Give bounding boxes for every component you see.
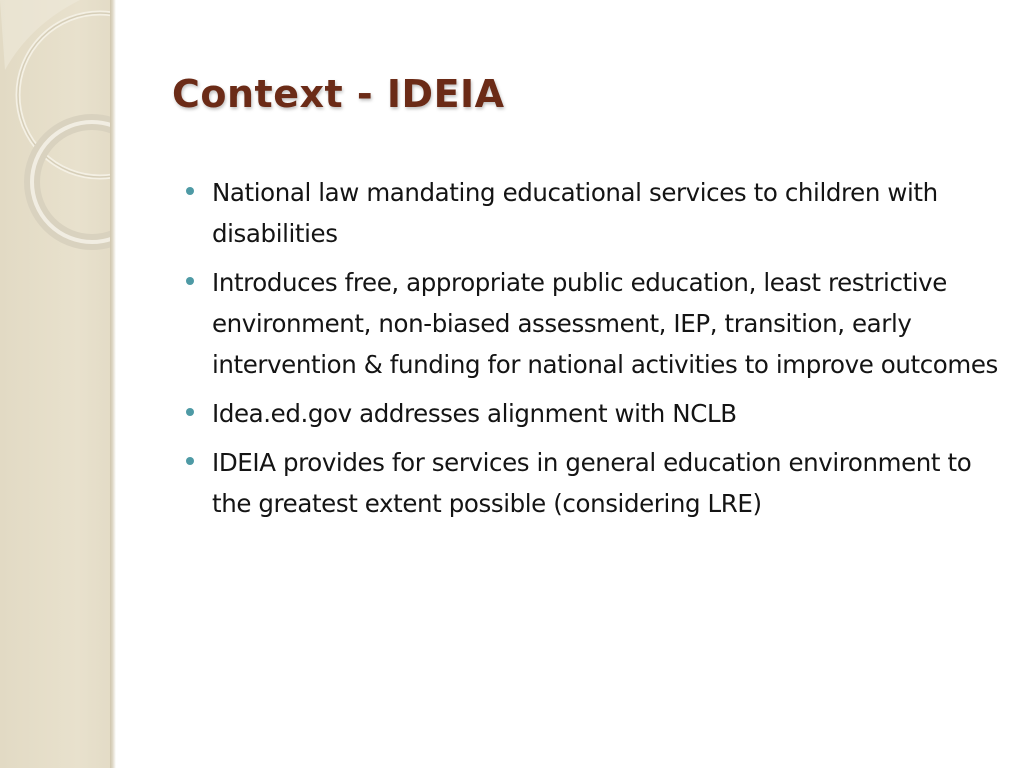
bullet-item: [186, 442, 1006, 524]
bullet-item: [186, 262, 1006, 385]
bullet-marker-icon: [186, 408, 194, 416]
sidebar-edge: [110, 0, 116, 768]
bullet-text: IDEIA provides for services in general education environment to the greatest extent possible (considering LRE): [212, 448, 972, 518]
bullet-item: [186, 172, 1006, 254]
bullet-marker-icon: [186, 187, 194, 195]
bullet-text: Introduces free, appropriate public education, least restrictive environment, non-biased assessment, IEP, transition, early intervention & funding for national activities to improve outcomes: [212, 268, 998, 379]
decorative-sidebar: [0, 0, 112, 768]
decorative-circles: [0, 0, 112, 768]
bullet-text: National law mandating educational services to children with disabilities: [212, 178, 938, 248]
slide-title: Context - IDEIA: [172, 72, 505, 116]
bullet-text: Idea.ed.gov addresses alignment with NCLB: [212, 399, 737, 428]
bullet-item: [186, 393, 1006, 434]
bullet-list: [186, 172, 1006, 532]
bullet-marker-icon: [186, 277, 194, 285]
bullet-marker-icon: [186, 457, 194, 465]
